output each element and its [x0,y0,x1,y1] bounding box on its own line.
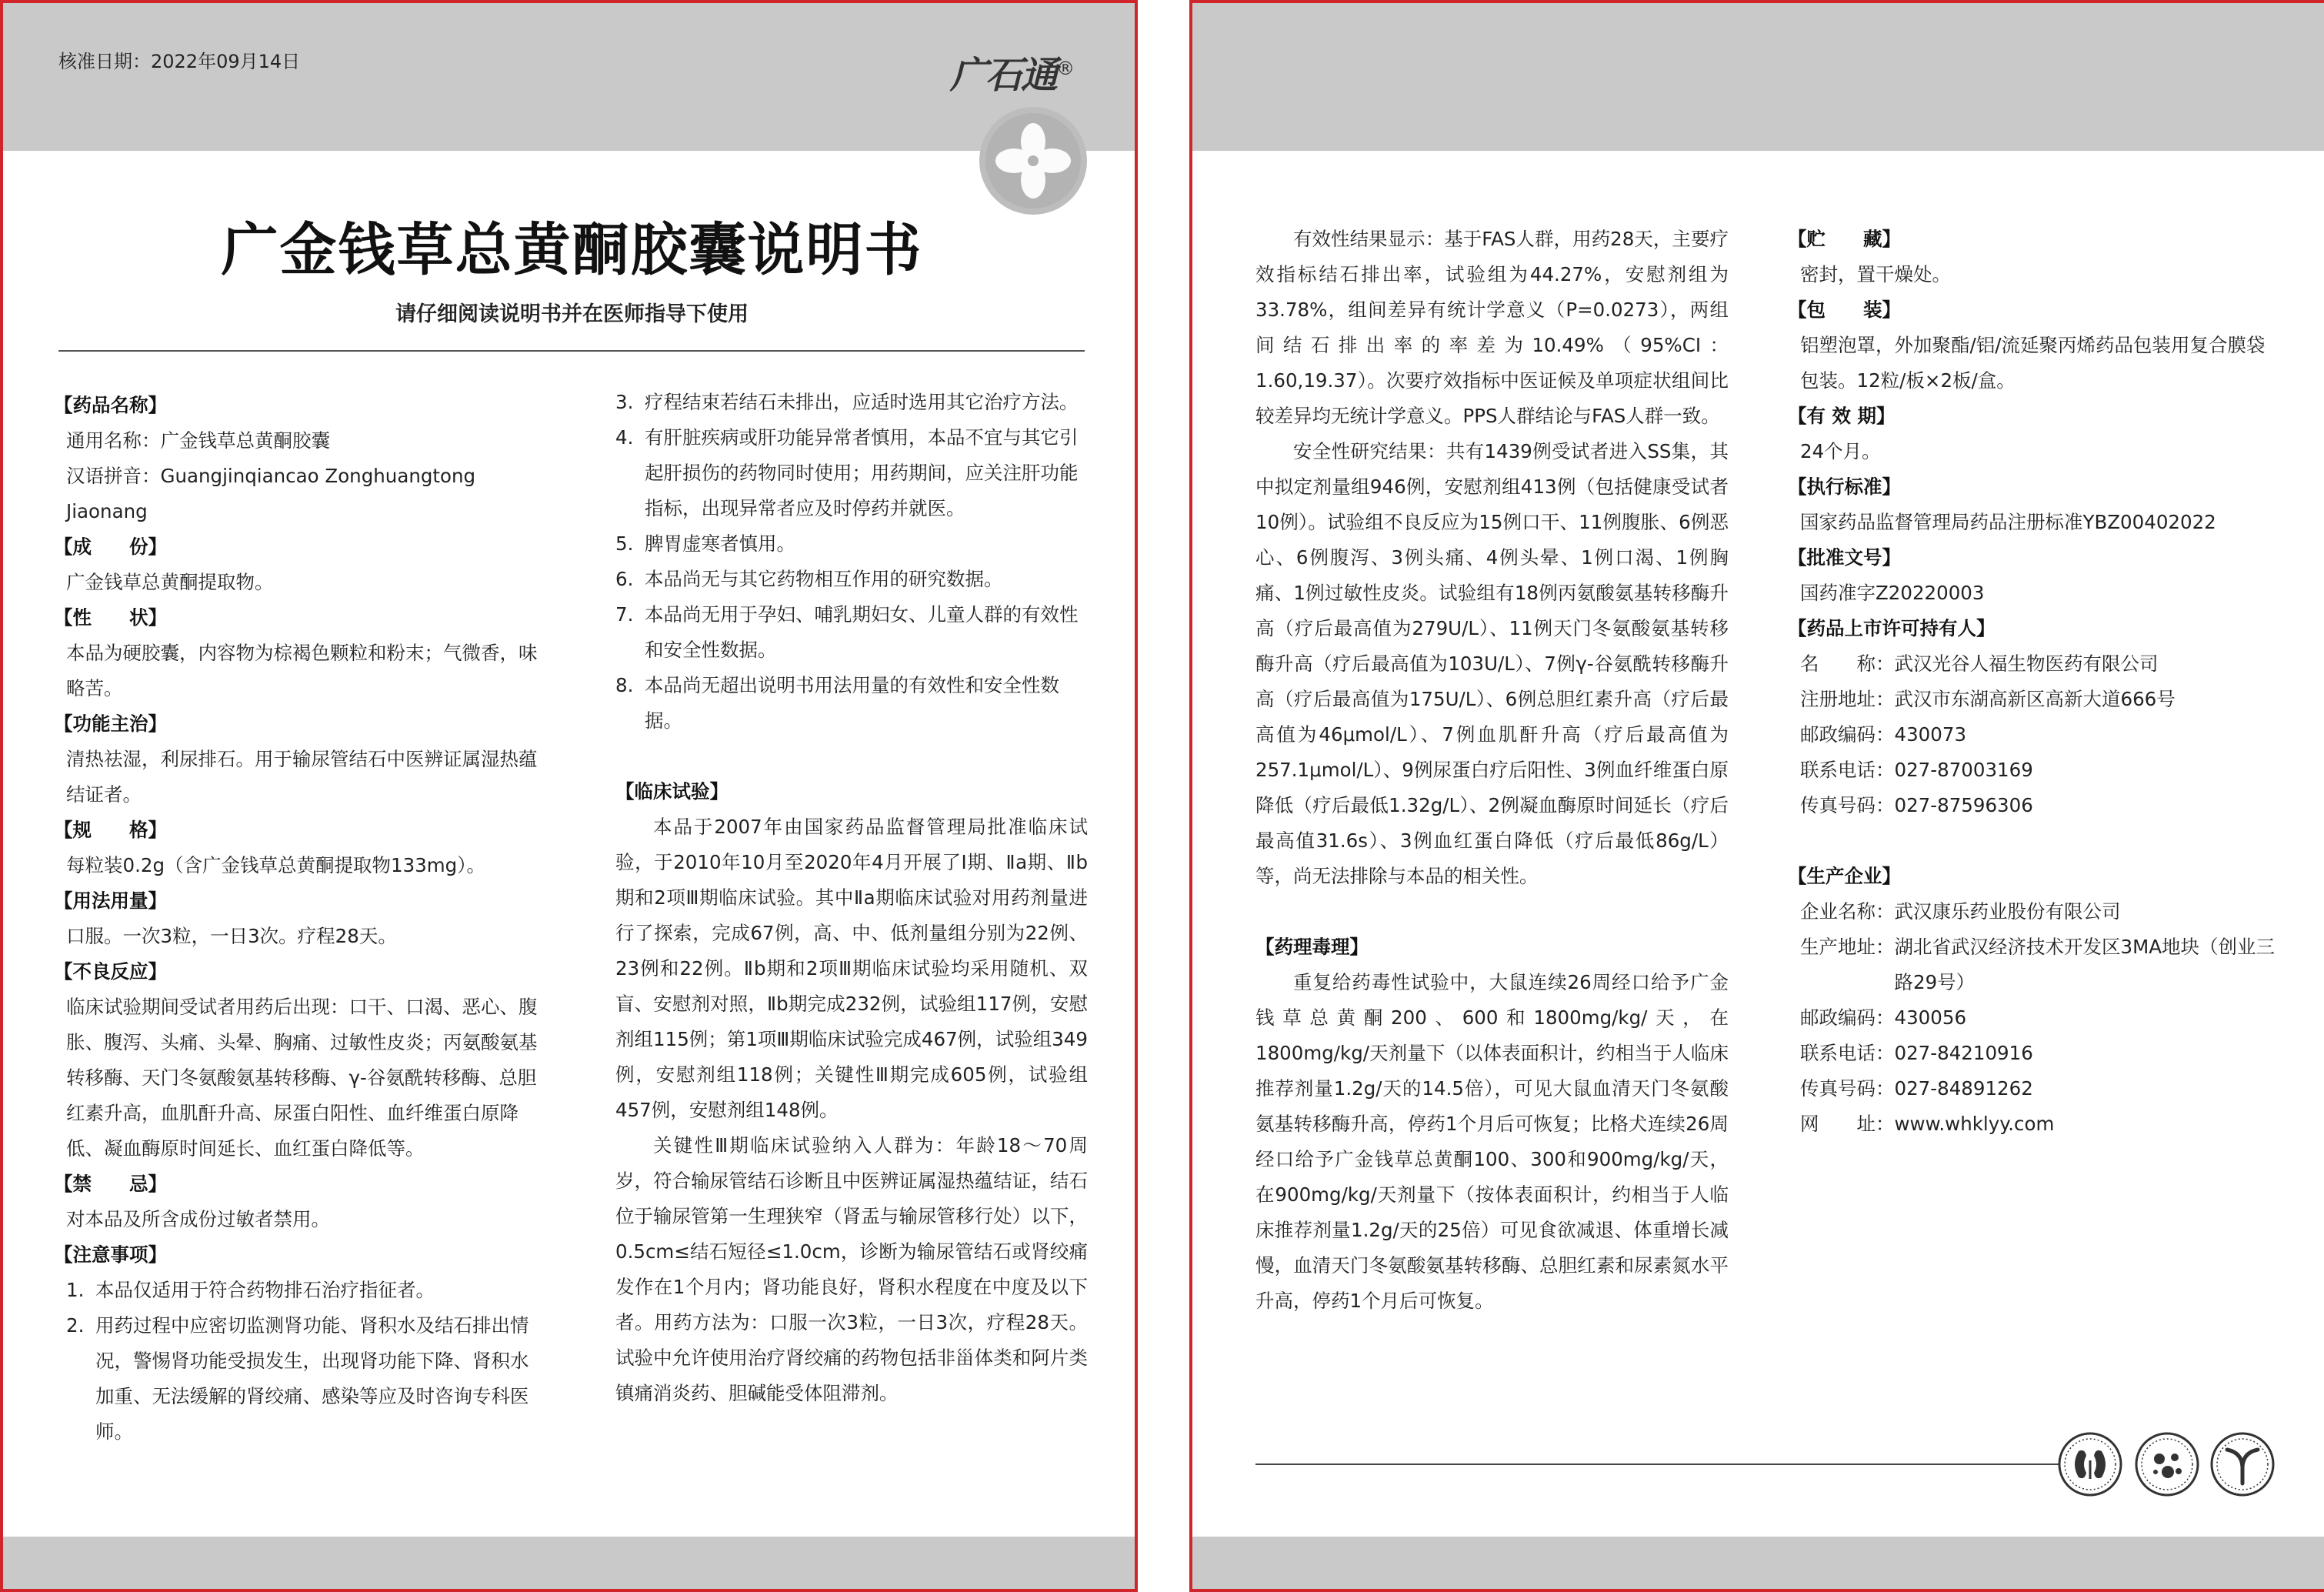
maker-row: 企业名称： 武汉康乐药业股份有限公司 [1800,900,2121,923]
clinical-trial-paragraph: 本品于2007年由国家药品监督管理局批准临床试验，于2010年10月至2020年4月开展了Ⅰ期、Ⅱa期、Ⅱb期和2项Ⅲ期临床试验。其中Ⅱa期临床试验对用药剂量进行了探索，完成67例，高、中、低剂量组分别为22例、23例和22例。Ⅱb期和2项Ⅲ期临床试验均采用随机、双盲、安慰剂对照，Ⅱb期完成232例，试验组117例，安慰剂组115例；第1项Ⅲ期临床试验完成467例，试验组349例，安慰剂组118例；关键性Ⅲ期完成605例，试验组457例，安慰剂组148例。 [615,816,1088,1121]
indications-text: 清热祛湿，利尿排石。用于输尿管结石中医辨证属湿热蕴结证者。 [66,748,538,806]
approval-date: 核准日期：2022年09月14日 [58,51,301,72]
list-item: 5. 脾胃虚寒者慎用。 [615,532,795,555]
column-4 [1788,222,2280,1142]
list-item: 6. 本品尚无与其它药物相互作用的研究数据。 [615,568,1003,590]
contraindications-text: 对本品及所含成份过敏者禁用。 [66,1208,330,1230]
ingredients-text: 广金钱草总黄酮提取物。 [66,571,274,593]
list-item: 7. 本品尚无用于孕妇、哺乳期妇女、儿童人群的有效性和安全性数据。 [615,603,1079,661]
section-heading-manufacturer: 【生产企业】 [1788,865,1901,887]
spec-text: 每粒装0.2g（含广金钱草总黄酮提取物133mg）。 [66,854,485,876]
section-heading-license-holder: 【药品上市许可持有人】 [1788,617,1996,639]
stones-icon [2132,1430,2202,1499]
footer-band [1192,1537,2324,1589]
clinical-trial-paragraph: 关键性Ⅲ期临床试验纳入人群为：年龄18～70周岁，符合输尿管结石诊断且中医辨证属湿热蕴结证，结石位于输尿管第一生理狭窄（肾盂与输尿管移行处）以下，0.5cm≤结石短径≤1.0cm，诊断为输尿管结石或肾绞痛发作在1个月内；肾功能良好，肾积水程度在中度及以下者。用药方法为：口服一次3粒，一日3次，疗程28天。试验中允许使用治疗肾绞痛的药物包括非甾体类和阿片类镇痛消炎药、胆碱能受体阻滞剂。 [615,1134,1088,1404]
pinyin-name: 汉语拼音：Guangjinqiancao Zonghuangtong Jiaonang [66,465,476,522]
column-2 [615,385,1088,1411]
header-band [1192,3,2324,151]
section-heading-drug-name: 【药品名称】 [54,394,167,416]
holder-row: 联系电话： 027-87003169 [1800,759,2033,781]
section-heading-indications: 【功能主治】 [54,713,167,735]
adverse-text: 临床试验期间受试者用药后出现：口干、口渴、恶心、腹胀、腹泻、头痛、头晕、胸痛、过敏性皮炎；丙氨酸氨基转移酶、天门冬氨酸氨基转移酶、γ-谷氨酰转移酶、总胆红素升高，血肌酐升高、尿蛋白阳性、血纤维蛋白原降低、凝血酶原时间延长、血红蛋白降低等。 [66,996,538,1160]
section-heading-standard: 【执行标准】 [1788,476,1901,498]
maker-row: 生产地址： 湖北省武汉经济技术开发区3MA地块（创业三路29号） [1800,936,2275,993]
holder-row: 名 称： 武汉光谷人福生物医药有限公司 [1800,652,2159,675]
maker-row: 传真号码： 027-84891262 [1800,1077,2033,1100]
approval-number: 国药准字Z20220003 [1800,582,1985,604]
section-heading-storage: 【贮 藏】 [1788,228,1901,250]
list-item: 2. 用药过程中应密切监测肾功能、肾积水及结石排出情况，警惕肾功能受损发生，出现肾功能下降、肾积水加重、无法缓解的肾绞痛、感染等应及时咨询专科医师。 [66,1314,529,1443]
kidney-icon [2056,1430,2125,1499]
package-text: 铝塑泡罩，外加聚酯/铝/流延聚丙烯药品包装用复合膜袋包装。12粒/板×2板/盒。 [1800,334,2266,392]
standard-text: 国家药品监督管理局药品注册标准YBZ00402022 [1800,511,2216,533]
list-item: 8. 本品尚无超出说明书用法用量的有效性和安全性数据。 [615,674,1059,732]
holder-row: 邮政编码： 430073 [1800,723,1967,746]
list-item: 1. 本品仅适用于符合药物排石治疗指征者。 [66,1279,435,1301]
section-heading-approval-number: 【批准文号】 [1788,546,1901,569]
section-heading-precautions: 【注意事项】 [54,1243,167,1266]
maker-row: 联系电话： 027-84210916 [1800,1042,2033,1064]
safety-paragraph: 安全性研究结果：共有1439例受试者进入SS集，其中拟定剂量组946例，安慰剂组413例（包括健康受试者10例）。试验组不良反应为15例口干、11例腹胀、6例恶心、6例腹泻、3例头痛、4例头晕、1例口渴、1例胸痛、1例过敏性皮炎。试验组有18例丙氨酸氨基转移酶升高（疗后最高值为279U/L）、11例天门冬氨酸氨基转移酶升高（疗后最高值为103U/L）、7例γ-谷氨酰转移酶升高（疗后最高值为175U/L）、6例总胆红素升高（疗后最高值为46μmol/L）、7例血肌酐升高（疗后最高值为257.1μmol/L）、9例尿蛋白疗后阳性、3例血纤维蛋白原降低（疗后最低1.32g/L）、2例凝血酶原时间延长（疗后最高值31.6s）、3例血红蛋白降低（疗后最低86g/L）等，尚无法排除与本品的相关性。 [1255,440,1729,887]
holder-row: 传真号码： 027-87596306 [1800,794,2033,816]
brand-logo: 广石通® [949,54,1073,97]
spacer [1788,823,2280,859]
document-subtitle: 请仔细阅读说明书并在医师指导下使用 [395,302,749,326]
section-heading-contraindications: 【禁 忌】 [54,1173,167,1195]
spacer [1255,894,1729,930]
toxicology-paragraph: 重复给药毒性试验中，大鼠连续26周经口给予广金钱草总黄酮200、600和1800mg/kg/天，在1800mg/kg/天剂量下（以体表面积计，约相当于人临床推荐剂量1.2g/天的14.5倍），可见大鼠血清天门冬氨酸氨基转移酶升高，停药1个月后可恢复；比格犬连续26周经口给予广金钱草总黄酮100、300和900mg/kg/天，在900mg/kg/天剂量下（按体表面积计，约相当于人临床推荐剂量1.2g/天的25倍）可见食欲减退、体重增长减慢，血清天门冬氨酸氨基转移酶、总胆红素和尿素氮水平升高，停药1个月后可恢复。 [1255,971,1729,1312]
list-item: 4. 有肝脏疾病或肝功能异常者慎用，本品不宜与其它引起肝损伤的药物同时使用；用药期间，应关注肝功能指标，出现异常者应及时停药并就医。 [615,426,1079,519]
properties-text: 本品为硬胶囊，内容物为棕褐色颗粒和粉末；气微香，味略苦。 [66,642,538,699]
section-heading-clinical-trial: 【临床试验】 [615,780,729,803]
maker-row: 网 址： www.whklyy.com [1800,1113,2055,1135]
storage-text: 密封，置干燥处。 [1800,263,1951,285]
divider [58,350,1085,352]
column-1 [54,388,546,1450]
section-heading-package: 【包 装】 [1788,299,1901,321]
validity-text: 24个月。 [1800,440,1881,462]
section-heading-properties: 【性 状】 [54,606,167,629]
section-heading-dosage: 【用法用量】 [54,889,167,912]
list-item: 3. 疗程结束若结石未排出，应适时选用其它治疗方法。 [615,391,1079,413]
leaflet-page-left [0,0,1138,1592]
flower-emblem-icon [975,103,1091,219]
section-heading-adverse: 【不良反应】 [54,960,167,983]
column-3 [1255,222,1729,1319]
footer-band [3,1537,1135,1589]
generic-name: 通用名称：广金钱草总黄酮胶囊 [66,429,330,452]
decorative-line [1255,1464,2063,1465]
efficacy-paragraph: 有效性结果显示：基于FAS人群，用药28天，主要疗效指标结石排出率，试验组为44.27%，安慰剂组为33.78%，组间差异有统计学意义（P=0.0273），两组间结石排出率的率差为10.49%（95%CI：1.60,19.37）。次要疗效指标中医证候及单项症状组间比较差异均无统计学意义。PPS人群结论与FAS人群一致。 [1255,228,1729,427]
ureter-icon [2208,1430,2277,1499]
section-heading-validity: 【有 效 期】 [1788,405,1896,427]
spacer [615,739,1088,774]
section-heading-ingredients: 【成 份】 [54,536,167,558]
document-title: 广金钱草总黄酮胶囊说明书 [221,217,923,283]
section-heading-spec: 【规 格】 [54,819,167,841]
maker-row: 邮政编码： 430056 [1800,1006,1967,1029]
dosage-text: 口服。一次3粒，一日3次。疗程28天。 [66,925,397,947]
section-heading-toxicology: 【药理毒理】 [1255,936,1369,958]
holder-row: 注册地址： 武汉市东湖高新区高新大道666号 [1800,688,2176,710]
